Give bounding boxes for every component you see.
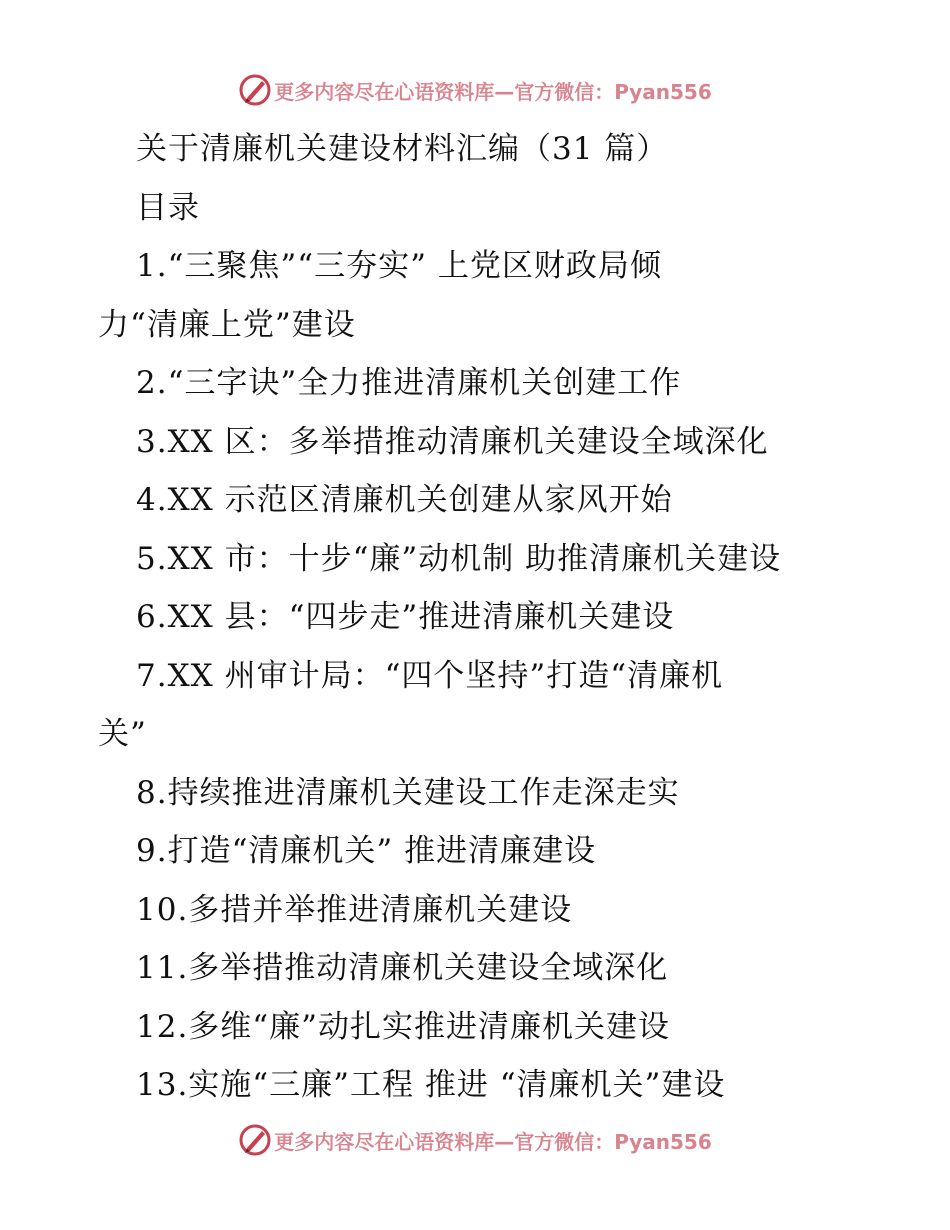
toc-line: 10.多措并举推进清廉机关建设	[136, 891, 573, 928]
toc-line: 2.“三字诀”全力推进清廉机关创建工作	[136, 365, 682, 401]
watermark-text: 更多内容尽在心语资料库—官方微信：Pyan556	[274, 79, 712, 104]
toc-line: 12.多维“廉”动扎实推进清廉机关建设	[136, 1008, 670, 1045]
toc-line: 7.XX 州审计局：“四个坚持”打造“清廉机	[136, 657, 724, 694]
document-title: 关于清廉机关建设材料汇编（31 篇）	[136, 131, 669, 167]
toc-line: 6.XX 县：“四步走”推进清廉机关建设	[136, 599, 675, 635]
toc-line: 13.实施“三廉”工程 推进 “清廉机关”建设	[136, 1067, 726, 1103]
toc-line: 8.持续推进清廉机关建设工作走深走实	[136, 774, 680, 811]
watermark-text: 更多内容尽在心语资料库—官方微信：Pyan556	[274, 1129, 712, 1154]
toc-line: 关”	[98, 716, 147, 752]
toc-line: 1.“三聚焦”“三夯实” 上党区财政局倾	[136, 248, 662, 284]
pen-logo-icon	[238, 1123, 272, 1157]
header-watermark	[0, 70, 950, 110]
toc-line: 5.XX 市：十步“廉”动机制 助推清廉机关建设	[136, 540, 782, 577]
toc-line: 11.多举措推动清廉机关建设全域深化	[136, 950, 669, 986]
document-body	[98, 120, 898, 1115]
toc-line: 3.XX 区：多举措推动清廉机关建设全域深化	[136, 423, 769, 460]
toc-line: 4.XX 示范区清廉机关创建从家风开始	[136, 482, 673, 518]
toc-line: 9.打造“清廉机关” 推进清廉建设	[136, 833, 597, 869]
footer-watermark	[0, 1120, 950, 1160]
toc-line: 力“清廉上党”建设	[98, 306, 356, 343]
pen-logo-icon	[238, 73, 272, 107]
toc-heading: 目录	[136, 189, 200, 226]
